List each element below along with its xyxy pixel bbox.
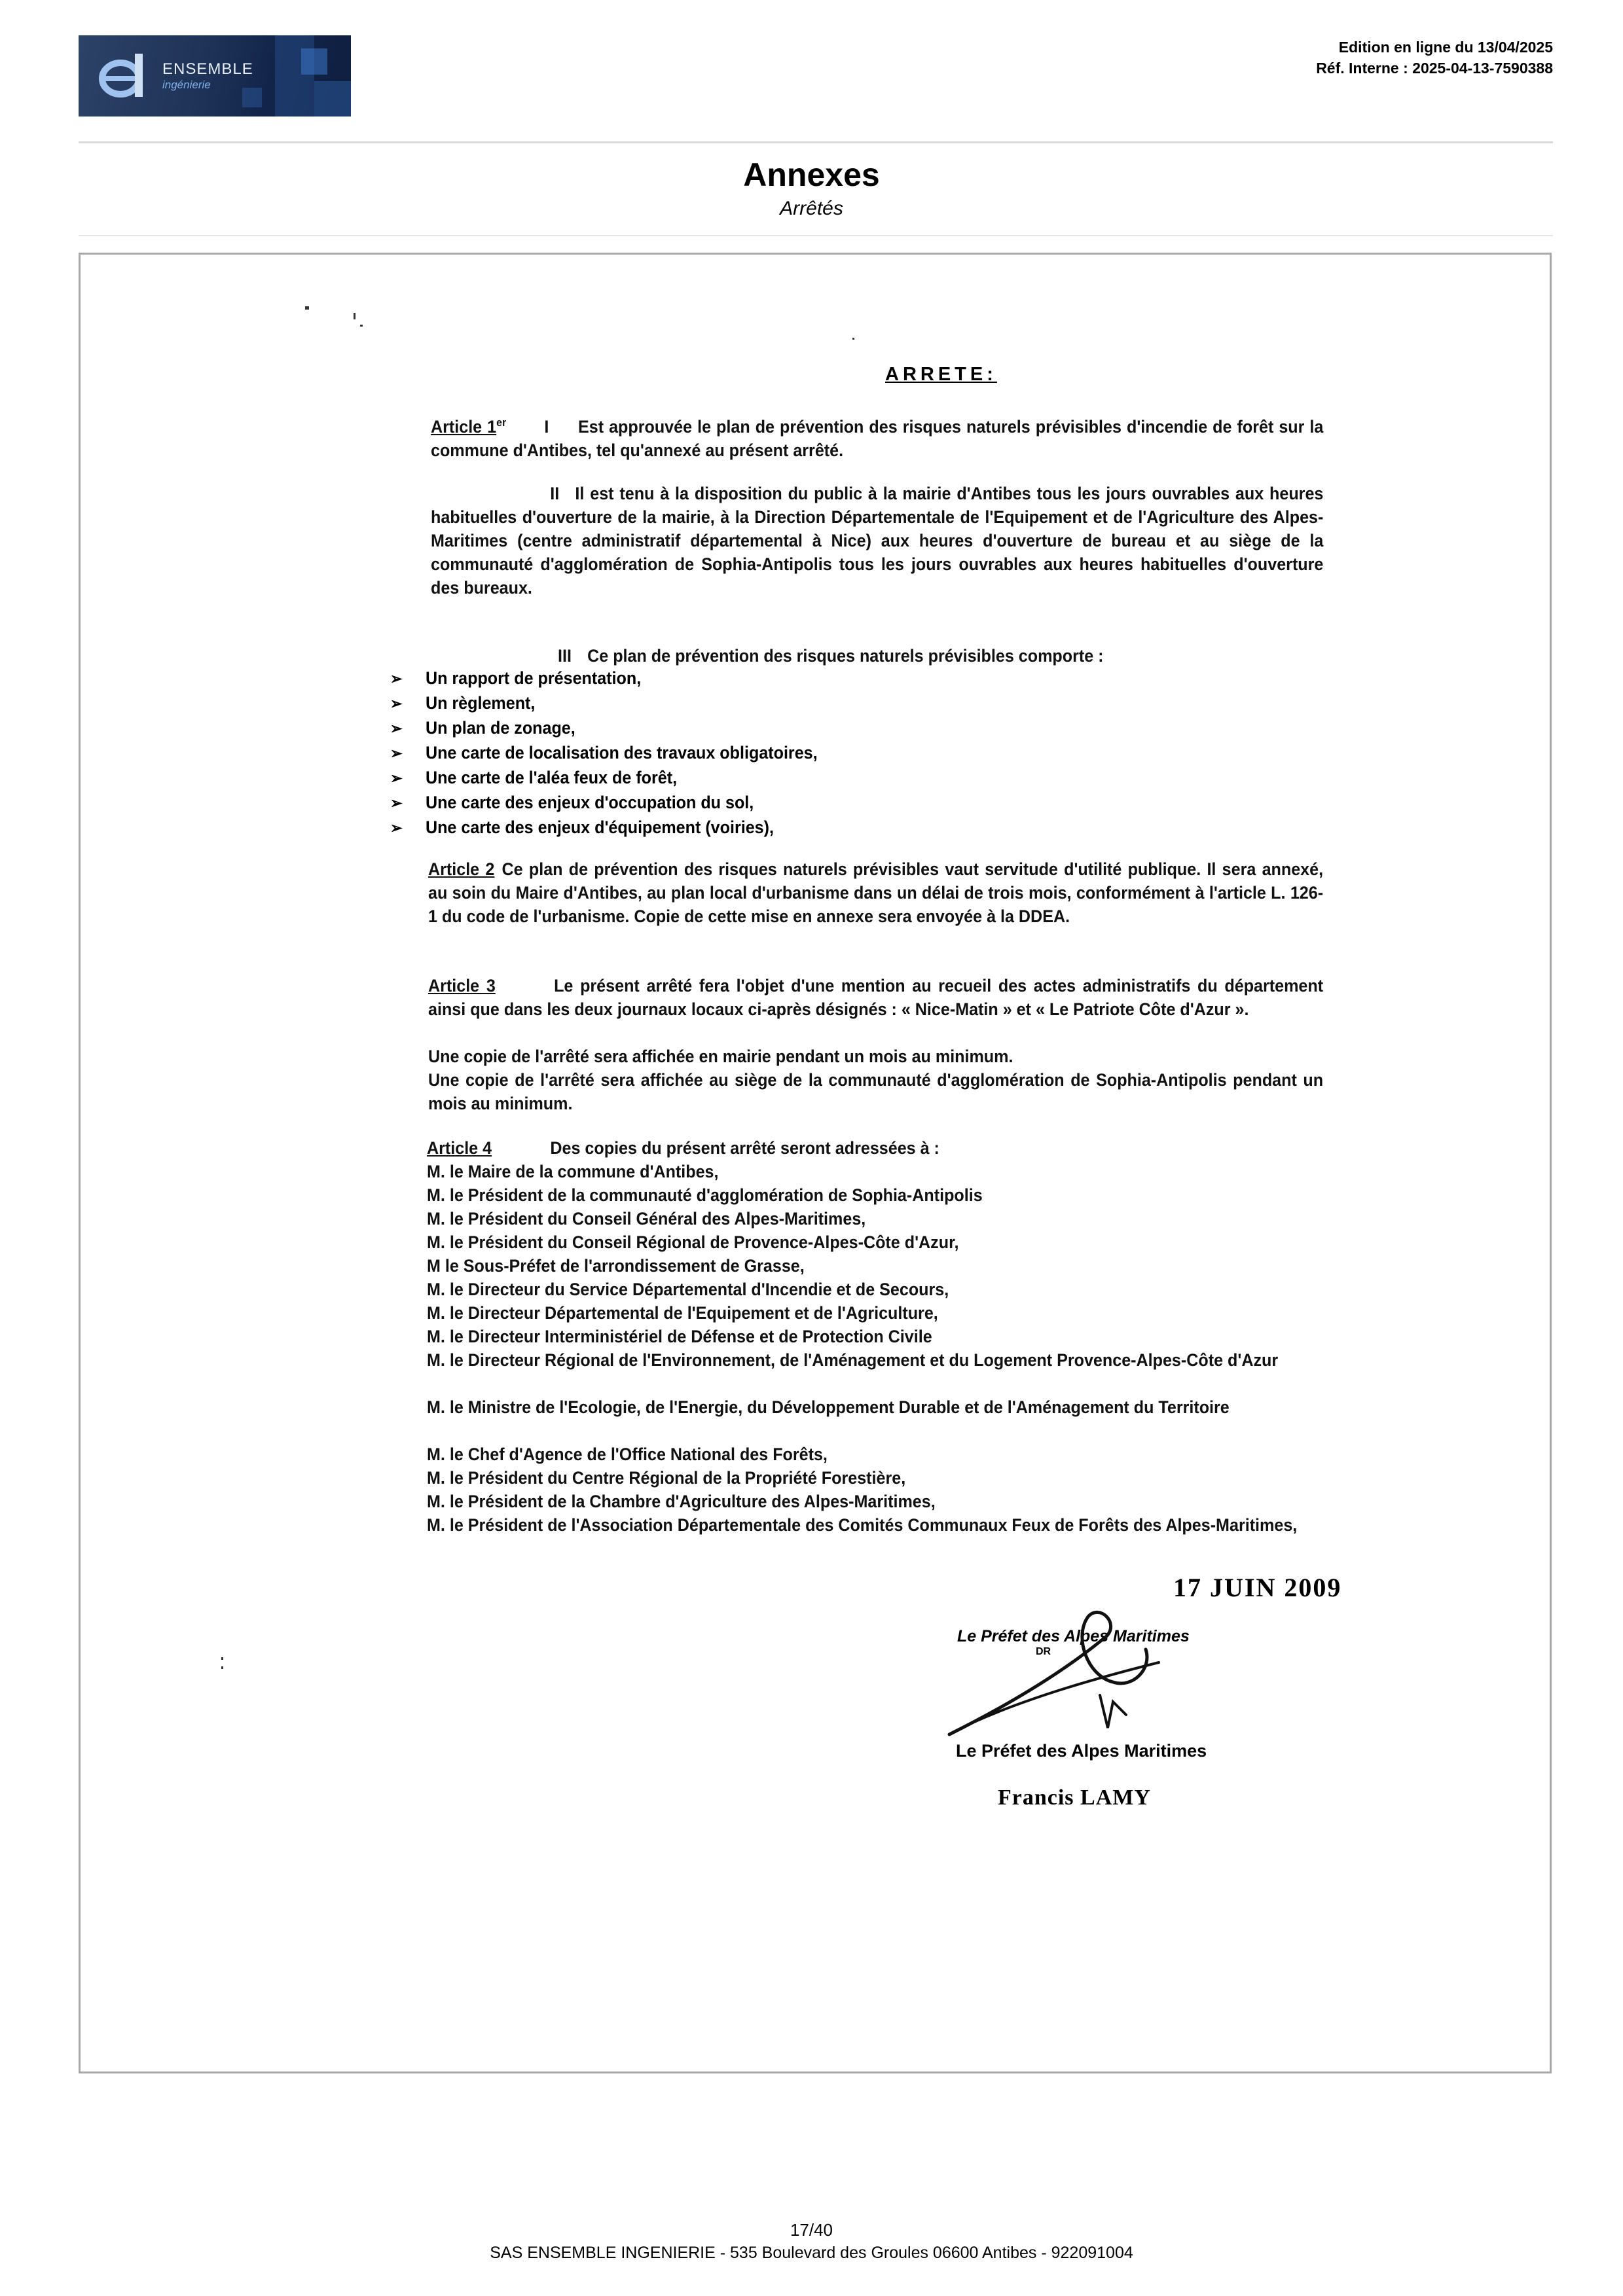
arrow-bullet-icon: ➢: [390, 819, 403, 837]
edition-date: Edition en ligne du 13/04/2025: [1338, 39, 1553, 56]
arrow-bullet-icon: ➢: [390, 770, 403, 787]
article4-intro-line: [427, 1136, 939, 1160]
list-item: M. le Directeur Interministériel de Défense et de Protection Civile: [427, 1327, 932, 1346]
list-item: M. le Président de la Chambre d'Agriculture des Alpes-Maritimes,: [427, 1492, 936, 1511]
scan-speck: [360, 325, 363, 327]
article4-label: Article 4: [427, 1138, 492, 1158]
article1-p2: [431, 482, 1323, 600]
article3-label: Article 3: [428, 976, 496, 996]
article3-line2: Une copie de l'arrêté sera affichée en mairie pendant un mois au minimum.: [428, 1047, 1013, 1066]
article1-roman1: I: [544, 417, 549, 437]
recipient-ministre: M. le Ministre de l'Ecologie, de l'Energie, du Développement Durable et de l'Aménagement du Territoire: [427, 1397, 1230, 1417]
scan-speck: [221, 1657, 223, 1660]
article1-p2-text: Il est tenu à la disposition du public à la mairie d'Antibes tous les jours ouvrables aux heures habituelles d'ouverture de la mairie, à la Direction Départementale de l'Equipement et de l'Agriculture des Alpes-Maritimes (centre administratif départemental à Nice) aux heures d'ouverture de bureau et au siège de la communauté d'agglomération de Sophia-Antipolis tous les jours ouvrables aux heures habituelles d'ouverture des bureaux.: [431, 484, 1324, 598]
recipients-list: [427, 1160, 983, 1348]
list-item: ➢ Un rapport de présentation,: [390, 666, 818, 691]
recipients-list-2: [427, 1443, 936, 1513]
page-subtitle: Arrêtés: [780, 198, 843, 219]
list-item: ➢ Une carte de localisation des travaux obligatoires,: [390, 741, 818, 766]
signature-date: 17 JUIN 2009: [1173, 1573, 1342, 1602]
recipient-dreal: M. le Directeur Régional de l'Environnement, de l'Aménagement et du Logement Provence-Alpes-Côte d'Azur: [427, 1350, 1279, 1370]
plan-components-list: [390, 666, 818, 840]
recipient-association: M. le Président de l'Association Départementale des Comités Communaux Feux de Forêts des Alpes-Maritimes,: [427, 1515, 1298, 1535]
list-item: M. le Président du Conseil Général des Alpes-Maritimes,: [427, 1209, 866, 1229]
arrow-bullet-icon: ➢: [390, 745, 403, 762]
article1-roman3: III: [558, 646, 572, 666]
article1-p1: [431, 411, 1323, 462]
logo-mark-icon: [96, 50, 148, 102]
list-item: ➢ Une carte des enjeux d'occupation du sol,: [390, 791, 818, 816]
article1-label-sup: er: [496, 416, 507, 429]
list-item: M. le Directeur du Service Départemental d'Incendie et de Secours,: [427, 1280, 949, 1299]
article3-text: Le présent arrêté fera l'objet d'une mention au recueil des actes administratifs du département ainsi que dans les deux journaux locaux ci-après désignés : « Nice-Matin » et « Le Patriote Côte d'Azur ».: [428, 976, 1324, 1019]
article2-label: Article 2: [428, 859, 495, 879]
arrow-bullet-icon: ➢: [390, 695, 403, 713]
internal-reference: Réf. Interne : 2025-04-13-7590388: [1316, 60, 1553, 77]
article1-p3: [558, 644, 1104, 668]
list-item: M. le Maire de la commune d'Antibes,: [427, 1162, 719, 1181]
scan-speck: [852, 338, 854, 340]
list-item: M. le Président du Conseil Régional de Provence-Alpes-Côte d'Azur,: [427, 1232, 959, 1252]
list-item: ➢ Une carte de l'aléa feux de forêt,: [390, 766, 818, 791]
article1-roman2: II: [550, 484, 560, 503]
logo-sub: ingénierie: [162, 79, 211, 91]
title-divider: [79, 235, 1553, 236]
scan-speck: [221, 1666, 223, 1669]
edition-info: [1316, 37, 1553, 79]
logo-brand: ENSEMBLE: [162, 60, 253, 78]
footer-company-info: SAS ENSEMBLE INGENIERIE - 535 Boulevard des Groules 06600 Antibes - 922091004: [490, 2244, 1133, 2262]
article1-p1-text: Est approuvée le plan de prévention des risques naturels prévisibles d'incendie de forêt sur la commune d'Antibes, tel qu'annexé au présent arrêté.: [431, 417, 1324, 460]
article1-p3-text: Ce plan de prévention des risques naturels prévisibles comporte :: [587, 646, 1104, 666]
arrow-bullet-icon: ➢: [390, 720, 403, 738]
signature-icon: [936, 1597, 1211, 1741]
article2: [428, 857, 1323, 928]
arrow-bullet-icon: ➢: [390, 795, 403, 812]
article3-line3: Une copie de l'arrêté sera affichée au siège de la communauté d'agglomération de Sophia-Antipolis pendant un mois au minimum.: [428, 1070, 1324, 1113]
list-item: ➢ Une carte des enjeux d'équipement (voiries),: [390, 816, 818, 840]
list-item: M. le Président du Centre Régional de la Propriété Forestière,: [427, 1468, 906, 1488]
company-logo: [79, 35, 351, 117]
signature-stamp-text: Le Préfet des Alpes Maritimes DR: [957, 1627, 1190, 1657]
list-item: M. le Directeur Départemental de l'Equipement et de l'Agriculture,: [427, 1303, 938, 1323]
article3: [428, 974, 1323, 1021]
arrow-bullet-icon: ➢: [390, 670, 403, 688]
list-item: M. le Chef d'Agence de l'Office National des Forêts,: [427, 1444, 828, 1464]
scan-speck: [354, 313, 356, 319]
scan-speck: [305, 306, 309, 310]
article4-intro: Des copies du présent arrêté seront adressées à :: [550, 1138, 939, 1158]
signatory-name: Francis LAMY: [998, 1785, 1151, 1810]
header-divider: [79, 141, 1553, 143]
page-number: 17/40: [790, 2220, 833, 2240]
article2-text: Ce plan de prévention des risques naturels prévisibles vaut servitude d'utilité publique. Il sera annexé, au soin du Maire d'Antibes, au plan local d'urbanisme dans un délai de trois mois, conformément à l'article L. 126-1 du code de l'urbanisme. Copie de cette mise en annexe sera envoyée à la DDEA.: [428, 859, 1324, 926]
list-item: M. le Président de la communauté d'agglomération de Sophia-Antipolis: [427, 1185, 983, 1205]
article1-label: Article 1: [431, 417, 497, 437]
list-item: ➢ Un plan de zonage,: [390, 716, 818, 741]
page-title: Annexes: [743, 156, 880, 193]
list-item: M le Sous-Préfet de l'arrondissement de Grasse,: [427, 1256, 805, 1276]
signatory-title: Le Préfet des Alpes Maritimes: [956, 1741, 1207, 1761]
document-heading: ARRETE:: [885, 364, 997, 385]
list-item: ➢ Un règlement,: [390, 691, 818, 716]
